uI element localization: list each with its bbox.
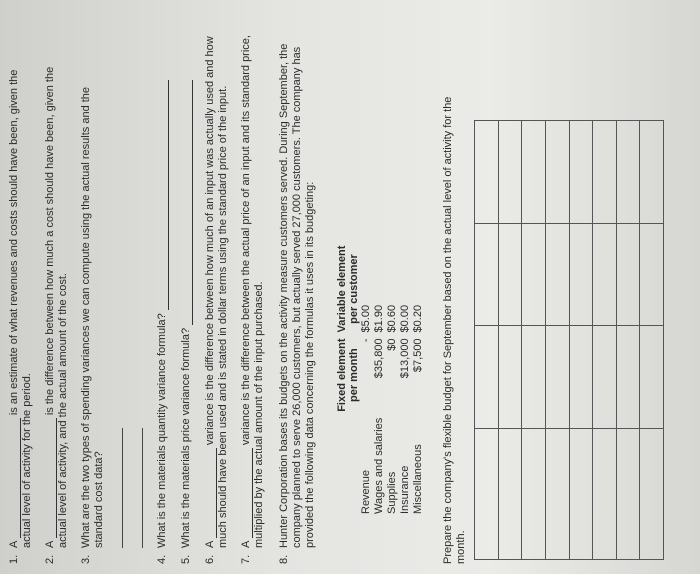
table-row <box>386 240 399 514</box>
row-fixed: - <box>360 338 372 343</box>
prepare-text: Prepare the company's flexible budget for September based on the actual level of activity for the <box>442 96 454 564</box>
question-4 <box>156 24 169 564</box>
question-text-cont: company planned to serve 26,000 customers, but actually served 27,000 customers. The company has <box>291 46 303 548</box>
question-lead: A <box>8 541 20 548</box>
question-number: 1. <box>8 554 20 564</box>
header-fixed: Fixed element per month <box>336 338 360 412</box>
question-number: 8. <box>278 554 290 564</box>
question-number: 5. <box>180 554 192 564</box>
question-text: variance is the difference between how much of an input was actually used and how <box>204 36 216 446</box>
question-text: What is the materials price variance formula? <box>180 327 192 548</box>
row-label: Miscellaneous <box>412 444 424 514</box>
question-lead: A <box>44 541 56 548</box>
question-5 <box>180 24 193 564</box>
row-fixed: $0 <box>386 338 398 351</box>
answer-line[interactable] <box>142 428 143 548</box>
question-text-cont: much should have been used and is stated in dollar terms using the standard price of the input. <box>217 85 229 548</box>
row-fixed: $7,500 <box>412 338 424 373</box>
prepare-text-cont: month. <box>455 530 467 564</box>
answer-blank[interactable] <box>192 80 193 325</box>
table-row <box>412 240 425 514</box>
flexible-budget-grid <box>474 120 664 560</box>
table-row <box>360 240 373 514</box>
row-variable: $0.00 <box>399 304 411 333</box>
row-variable: $0.60 <box>386 304 398 333</box>
question-8 <box>278 24 317 564</box>
row-label: Wages and salaries <box>373 417 385 514</box>
answer-blank[interactable] <box>168 80 169 310</box>
question-3 <box>80 24 106 564</box>
budget-formula-table <box>336 240 425 514</box>
question-7 <box>240 24 266 564</box>
table-row <box>399 240 412 514</box>
row-label: Insurance <box>399 465 411 514</box>
question-lead: A <box>240 541 252 548</box>
question-text: variance is the difference between the actual price of an input and its standard price, <box>240 35 252 446</box>
header-variable: Variable element per customer <box>336 245 360 333</box>
row-fixed: $13,000 <box>399 338 411 379</box>
prepare-instruction <box>442 24 468 564</box>
question-text-cont: actual level of activity for the period. <box>21 373 33 548</box>
question-text: What are the two types of spending variances we can compute using the actual results and the <box>80 86 92 548</box>
row-label: Supplies <box>386 471 398 514</box>
row-variable: $0.20 <box>412 304 424 333</box>
question-text: Hunter Corporation bases its budgets on the activity measure customers served. During September, the <box>278 43 290 548</box>
question-text: What is the materials quantity variance formula? <box>156 313 168 548</box>
question-6 <box>204 24 230 564</box>
question-number: 4. <box>156 554 168 564</box>
question-number: 3. <box>80 554 92 564</box>
row-fixed: $35,800 <box>373 338 385 379</box>
table-row <box>373 240 386 514</box>
row-label: Revenue <box>360 469 372 514</box>
question-text-cont: standard cost data? <box>93 451 105 548</box>
answer-line[interactable] <box>122 428 123 548</box>
question-number: 6. <box>204 554 216 564</box>
question-text: is the difference between how much a cost should have been, given the <box>44 66 56 416</box>
question-2 <box>44 24 70 564</box>
header-blank <box>336 412 360 514</box>
row-variable: $1.90 <box>373 304 385 333</box>
question-number: 7. <box>240 554 252 564</box>
question-text-cont: provided the following data concerning the formulas it uses in its budgeting: <box>304 181 316 548</box>
question-text-cont: actual level of activity, and the actual amount of the cost. <box>57 273 69 548</box>
question-text: is an estimate of what revenues and costs should have been, given the <box>8 69 20 416</box>
question-lead: A <box>204 541 216 548</box>
question-1 <box>8 24 34 564</box>
row-variable: $5.00 <box>360 304 372 333</box>
question-text-cont: multiplied by the actual amount of the input purchased. <box>253 281 265 548</box>
question-number: 2. <box>44 554 56 564</box>
